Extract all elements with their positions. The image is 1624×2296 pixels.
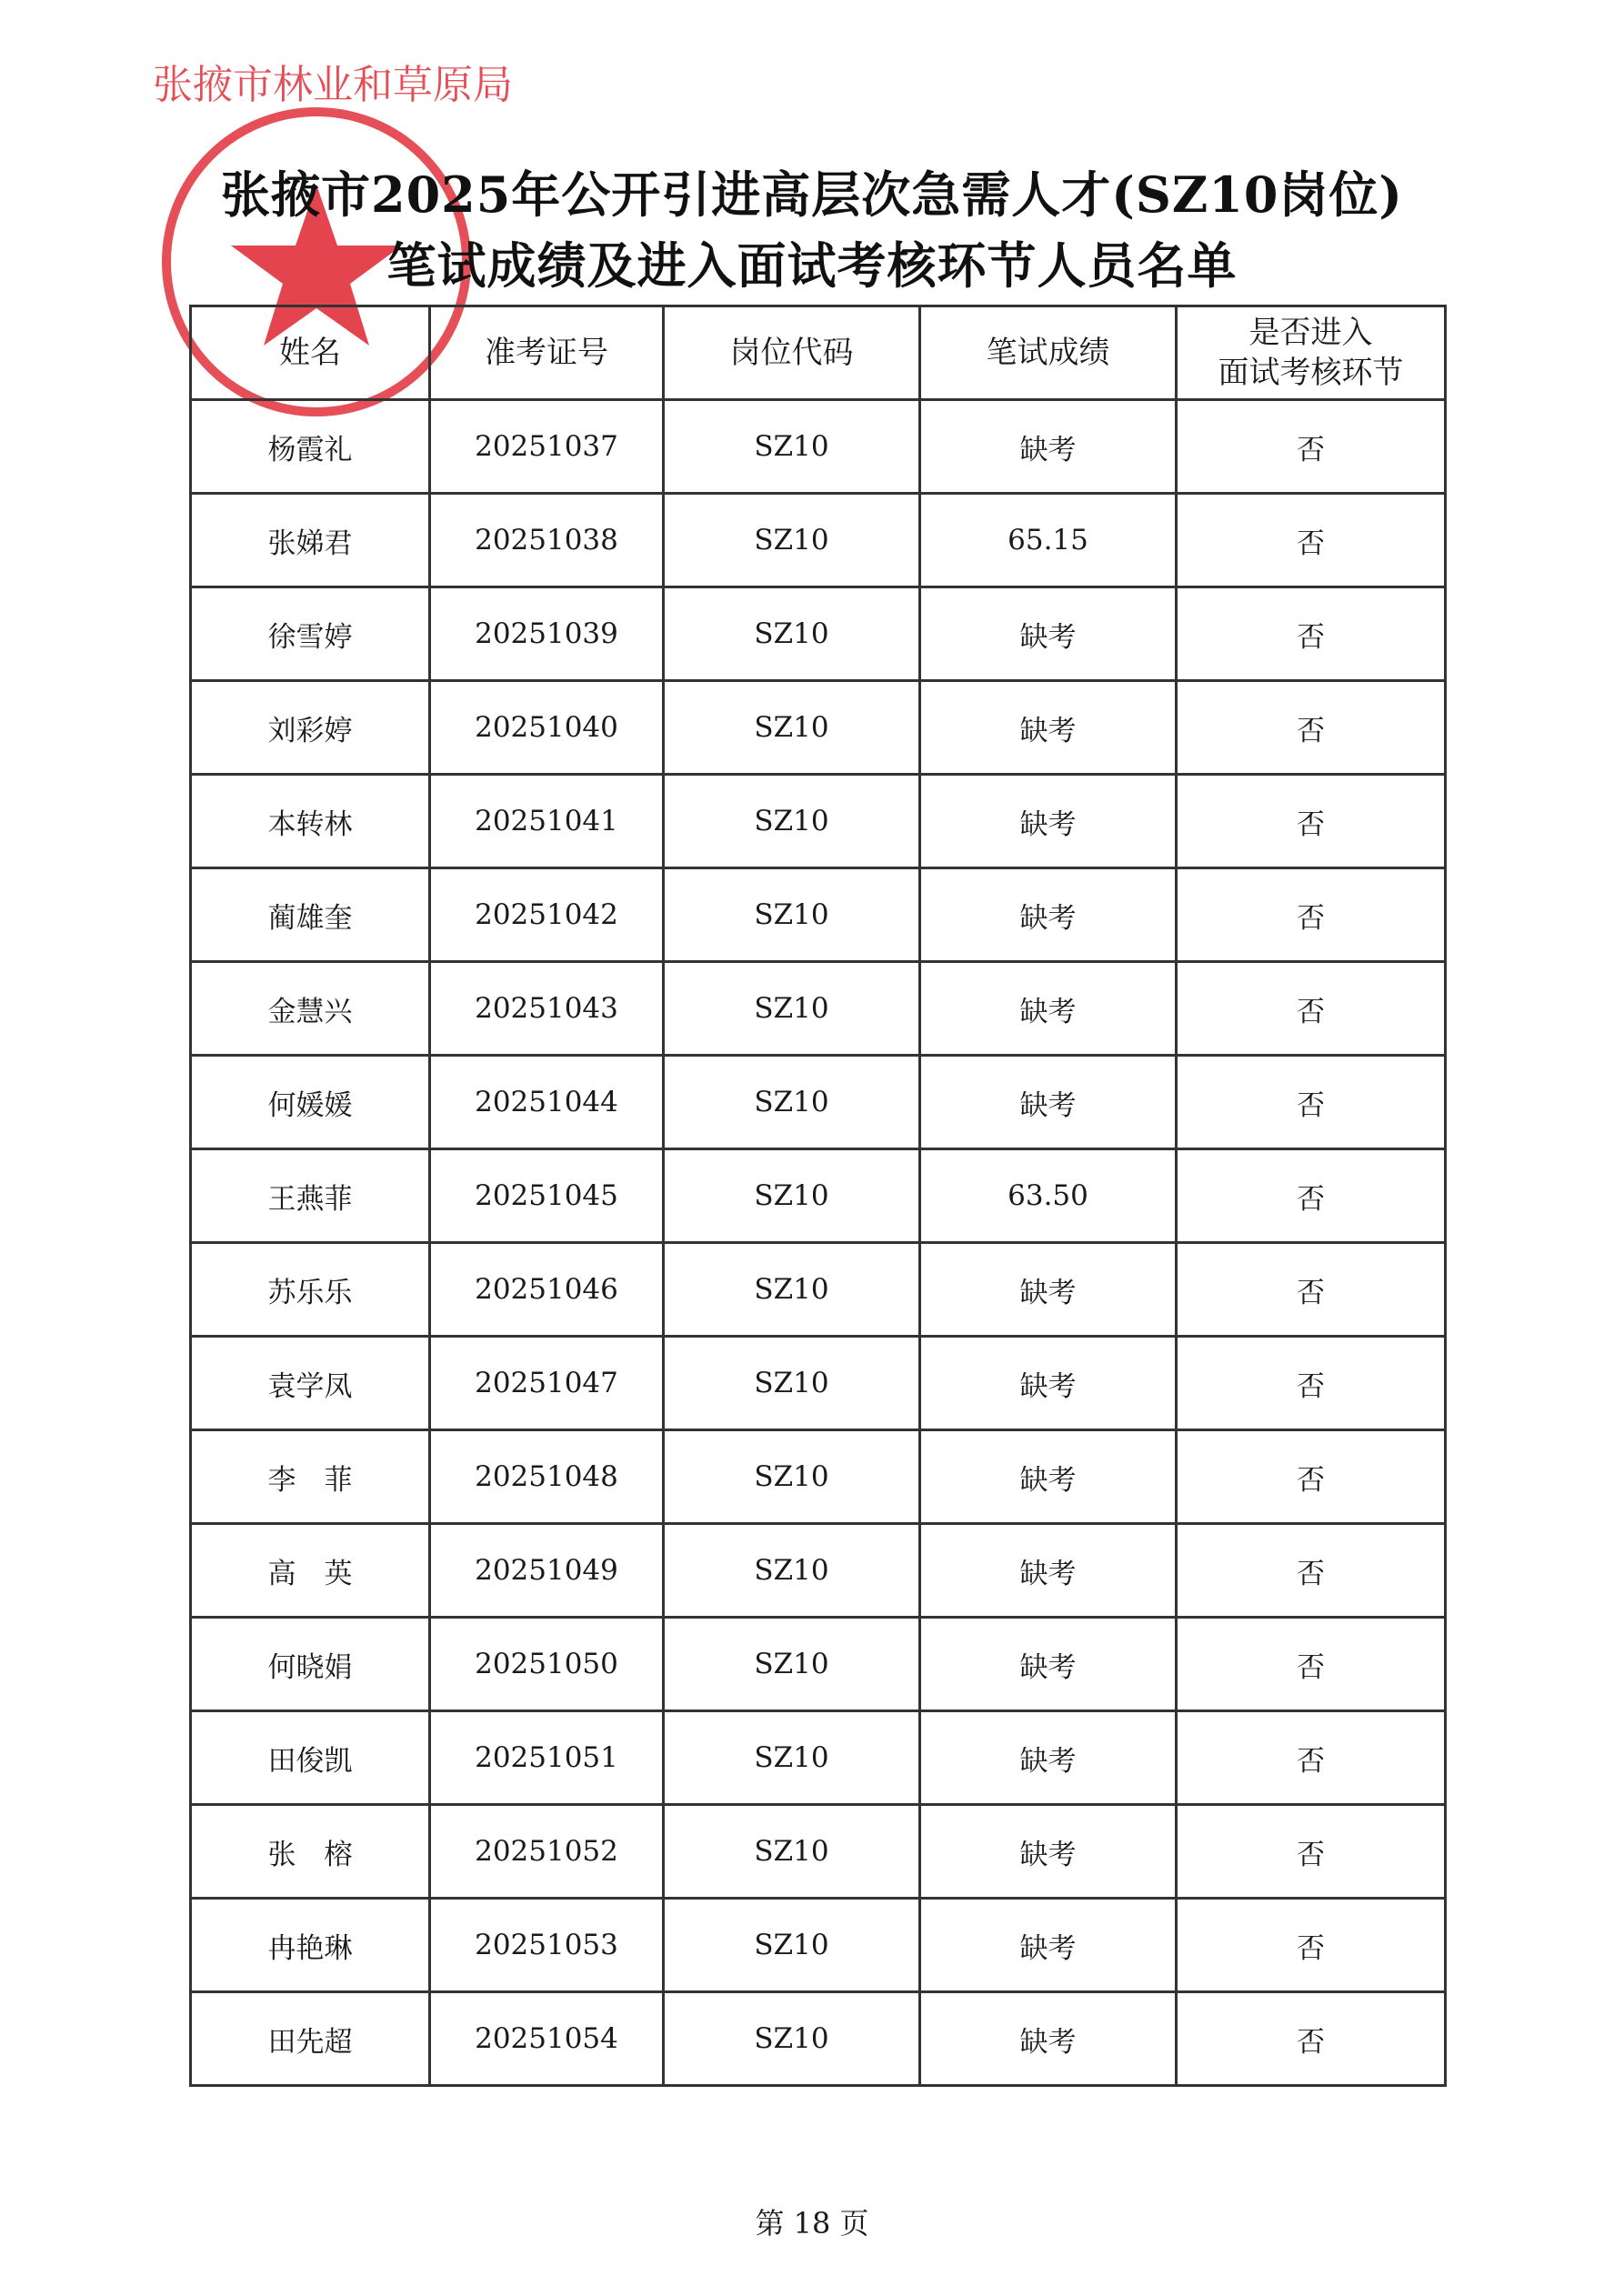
cell-score: 缺考 <box>920 1805 1177 1899</box>
cell-advance: 否 <box>1177 1056 1446 1149</box>
cell-score: 缺考 <box>920 681 1177 775</box>
cell-id: 20251045 <box>430 1149 664 1243</box>
page-number: 第 18 页 <box>755 2206 869 2241</box>
table-row <box>191 681 1446 775</box>
cell-id: 20251037 <box>430 400 664 494</box>
table-row <box>191 1524 1446 1618</box>
cell-code: SZ10 <box>664 494 920 587</box>
table-row <box>191 962 1446 1056</box>
cell-score: 缺考 <box>920 1430 1177 1524</box>
header-position-code: 岗位代码 <box>664 306 920 400</box>
cell-name: 张娣君 <box>191 494 430 587</box>
cell-name: 蔺雄奎 <box>191 868 430 962</box>
cell-advance: 否 <box>1177 1805 1446 1899</box>
table-row <box>191 1149 1446 1243</box>
cell-score: 65.15 <box>920 494 1177 587</box>
results-table <box>189 305 1447 2087</box>
cell-advance: 否 <box>1177 494 1446 587</box>
cell-id: 20251038 <box>430 494 664 587</box>
cell-score: 缺考 <box>920 775 1177 868</box>
cell-code: SZ10 <box>664 587 920 681</box>
cell-code: SZ10 <box>664 1618 920 1711</box>
cell-advance: 否 <box>1177 1524 1446 1618</box>
table-row <box>191 400 1446 494</box>
cell-id: 20251044 <box>430 1056 664 1149</box>
cell-id: 20251046 <box>430 1243 664 1337</box>
cell-score: 63.50 <box>920 1149 1177 1243</box>
table-row <box>191 587 1446 681</box>
cell-id: 20251042 <box>430 868 664 962</box>
cell-name: 刘彩婷 <box>191 681 430 775</box>
cell-advance: 否 <box>1177 1899 1446 1992</box>
header-interview-advance-line1: 是否进入 <box>1248 315 1373 351</box>
cell-name: 王燕菲 <box>191 1149 430 1243</box>
cell-name: 徐雪婷 <box>191 587 430 681</box>
cell-code: SZ10 <box>664 1899 920 1992</box>
cell-score: 缺考 <box>920 868 1177 962</box>
cell-name: 田先超 <box>191 1992 430 2086</box>
cell-name: 袁学凤 <box>191 1337 430 1430</box>
cell-name: 冉艳琳 <box>191 1899 430 1992</box>
cell-code: SZ10 <box>664 1711 920 1805</box>
table-row <box>191 1805 1446 1899</box>
header-exam-id: 准考证号 <box>430 306 664 400</box>
table-row <box>191 1899 1446 1992</box>
cell-id: 20251051 <box>430 1711 664 1805</box>
page-title-line2: 笔试成绩及进入面试考核环节人员名单 <box>386 236 1238 295</box>
cell-id: 20251041 <box>430 775 664 868</box>
cell-advance: 否 <box>1177 1243 1446 1337</box>
cell-advance: 否 <box>1177 962 1446 1056</box>
cell-code: SZ10 <box>664 1337 920 1430</box>
table-row <box>191 1618 1446 1711</box>
cell-advance: 否 <box>1177 587 1446 681</box>
cell-score: 缺考 <box>920 1243 1177 1337</box>
cell-score: 缺考 <box>920 587 1177 681</box>
cell-name: 金慧兴 <box>191 962 430 1056</box>
cell-id: 20251048 <box>430 1430 664 1524</box>
cell-code: SZ10 <box>664 1524 920 1618</box>
cell-id: 20251049 <box>430 1524 664 1618</box>
cell-name: 本转林 <box>191 775 430 868</box>
cell-id: 20251043 <box>430 962 664 1056</box>
table-header-row <box>191 306 1446 400</box>
cell-advance: 否 <box>1177 775 1446 868</box>
seal-text: 张掖市林业和草原局 <box>153 62 513 108</box>
cell-code: SZ10 <box>664 400 920 494</box>
cell-code: SZ10 <box>664 681 920 775</box>
table-row <box>191 494 1446 587</box>
header-name: 姓名 <box>191 306 430 400</box>
cell-advance: 否 <box>1177 1992 1446 2086</box>
cell-name: 李 菲 <box>191 1430 430 1524</box>
cell-name: 何媛媛 <box>191 1056 430 1149</box>
cell-score: 缺考 <box>920 1056 1177 1149</box>
cell-score: 缺考 <box>920 1992 1177 2086</box>
cell-code: SZ10 <box>664 1805 920 1899</box>
table-row <box>191 1711 1446 1805</box>
cell-name: 高 英 <box>191 1524 430 1618</box>
cell-name: 张 榕 <box>191 1805 430 1899</box>
header-interview-advance <box>1177 306 1446 400</box>
cell-score: 缺考 <box>920 1337 1177 1430</box>
cell-code: SZ10 <box>664 962 920 1056</box>
table-row <box>191 1430 1446 1524</box>
table-row <box>191 1243 1446 1337</box>
cell-score: 缺考 <box>920 400 1177 494</box>
cell-code: SZ10 <box>664 1243 920 1337</box>
table-body <box>191 400 1446 2086</box>
table-row <box>191 775 1446 868</box>
cell-code: SZ10 <box>664 1056 920 1149</box>
cell-score: 缺考 <box>920 1618 1177 1711</box>
page-title-line1: 张掖市2025年公开引进高层次急需人才(SZ10岗位) <box>221 165 1403 224</box>
cell-name: 田俊凯 <box>191 1711 430 1805</box>
cell-name: 何晓娟 <box>191 1618 430 1711</box>
cell-code: SZ10 <box>664 868 920 962</box>
header-interview-advance-line2: 面试考核环节 <box>1218 355 1404 391</box>
cell-advance: 否 <box>1177 400 1446 494</box>
cell-id: 20251039 <box>430 587 664 681</box>
table-row <box>191 1337 1446 1430</box>
cell-code: SZ10 <box>664 1992 920 2086</box>
cell-code: SZ10 <box>664 775 920 868</box>
cell-id: 20251040 <box>430 681 664 775</box>
cell-advance: 否 <box>1177 681 1446 775</box>
table-row <box>191 868 1446 962</box>
cell-advance: 否 <box>1177 1337 1446 1430</box>
cell-id: 20251050 <box>430 1618 664 1711</box>
cell-name: 苏乐乐 <box>191 1243 430 1337</box>
cell-advance: 否 <box>1177 1618 1446 1711</box>
cell-id: 20251047 <box>430 1337 664 1430</box>
cell-code: SZ10 <box>664 1149 920 1243</box>
header-written-score: 笔试成绩 <box>920 306 1177 400</box>
table-row <box>191 1056 1446 1149</box>
table-row <box>191 1992 1446 2086</box>
cell-score: 缺考 <box>920 962 1177 1056</box>
cell-code: SZ10 <box>664 1430 920 1524</box>
cell-id: 20251054 <box>430 1992 664 2086</box>
cell-name: 杨霞礼 <box>191 400 430 494</box>
cell-score: 缺考 <box>920 1899 1177 1992</box>
cell-advance: 否 <box>1177 1711 1446 1805</box>
cell-id: 20251053 <box>430 1899 664 1992</box>
cell-advance: 否 <box>1177 868 1446 962</box>
cell-id: 20251052 <box>430 1805 664 1899</box>
cell-advance: 否 <box>1177 1149 1446 1243</box>
cell-score: 缺考 <box>920 1711 1177 1805</box>
cell-score: 缺考 <box>920 1524 1177 1618</box>
cell-advance: 否 <box>1177 1430 1446 1524</box>
